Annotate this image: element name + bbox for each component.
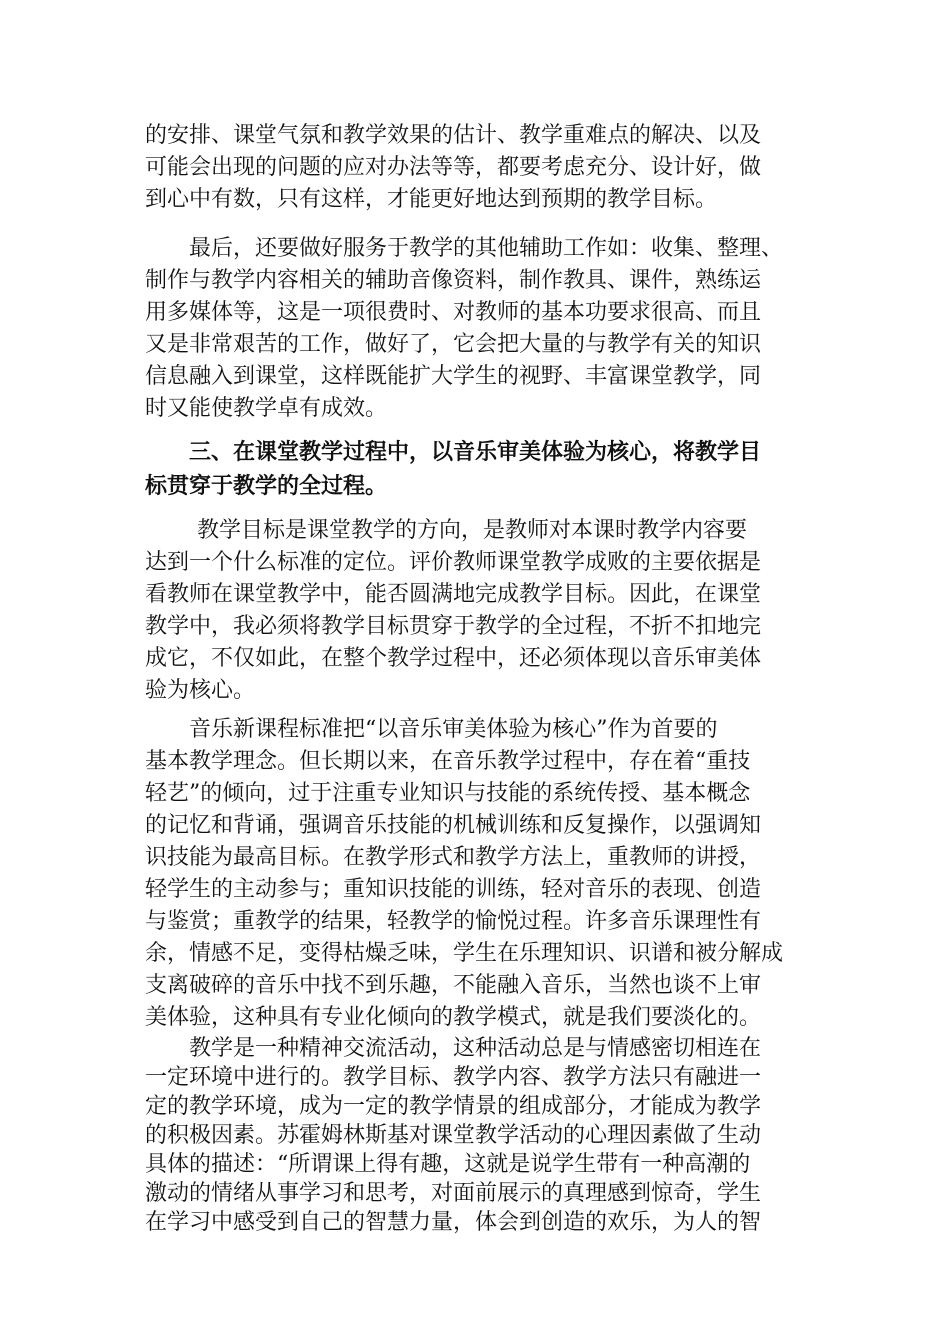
text-line: 的安排、课堂气氛和教学效果的估计、教学重难点的解决、以及 [145,123,762,148]
text-line: 在学习中感受到自己的智慧力量，体会到创造的欢乐，为人的智 [145,1210,762,1235]
text-line: 成它，不仅如此，在整个教学过程中，还必须体现以音乐审美体 [145,646,762,671]
text-line: 的积极因素。苏霍姆林斯基对课堂教学活动的心理因素做了生动 [145,1123,762,1148]
text-line: 识技能为最高目标。在教学形式和教学方法上，重教师的讲授， [145,845,762,870]
heading-line: 标贯穿于教学的全过程。 [145,473,388,499]
paragraph-emotional-exchange [145,1034,805,1237]
text-line: 制作与教学内容相关的辅助音像资料，制作教具、课件，熟练运 [145,268,762,293]
text-line: 余，情感不足，变得枯燥乏味，学生在乐理知识、识谱和被分解成 [145,941,784,966]
text-line: 验为核心。 [145,678,256,703]
text-line: 信息融入到课堂，这样既能扩大学生的视野、丰富课堂教学，同 [145,364,762,389]
text-line: 达到一个什么标准的定位。评价教师课堂教学成败的主要依据是 [145,550,762,575]
text-line: 可能会出现的问题的应对办法等等，都要考虑充分、设计好，做 [145,155,762,180]
text-line: 一定环境中进行的。教学目标、教学内容、教学方法只有融进一 [145,1065,762,1090]
text-line: 的记忆和背诵，强调音乐技能的机械训练和反复操作，以强调知 [145,813,762,838]
text-line: 看教师在课堂教学中，能否圆满地完成教学目标。因此，在课堂 [145,582,762,607]
text-line: 教学是一种精神交流活动，这种活动总是与情感密切相连在 [189,1036,762,1061]
text-line: 与鉴赏；重教学的结果，轻教学的愉悦过程。许多音乐课理性有 [145,909,762,934]
paragraph-curriculum-standard [145,714,805,1034]
text-line: 激动的情绪从事学习和思考，对面前展示的真理感到惊奇，学生 [145,1181,762,1206]
paragraph-teaching-goal [145,515,805,707]
text-line: 定的教学环境，成为一定的教学情景的组成部分，才能成为教学 [145,1094,762,1119]
section-heading [145,435,805,503]
text-line: 基本教学理念。但长期以来，在音乐教学过程中，存在着“重技 [145,749,751,774]
text-line: 到心中有数，只有这样，才能更好地达到预期的教学目标。 [145,187,718,212]
text-line: 最后，还要做好服务于教学的其他辅助工作如：收集、整理、 [189,236,784,261]
text-line: 用多媒体等，这是一项很费时、对教师的基本功要求很高、而且 [145,300,762,325]
text-line: 具体的描述：“所谓课上得有趣，这就是说学生带有一种高潮的 [145,1152,751,1177]
text-line: 时又能使教学卓有成效。 [145,396,388,421]
text-line: 又是非常艰苦的工作，做好了，它会把大量的与教学有关的知识 [145,332,762,357]
heading-line: 三、在课堂教学过程中，以音乐审美体验为核心，将教学目 [189,439,762,465]
text-line: 支离破碎的音乐中找不到乐趣，不能融入音乐，当然也谈不上审 [145,973,762,998]
text-line: 美体验，这种具有专业化倾向的教学模式，就是我们要淡化的。 [145,1005,762,1030]
text-line: 轻学生的主动参与；重知识技能的训练，轻对音乐的表现、创造 [145,877,762,902]
text-line: 轻艺”的倾向，过于注重专业知识与技能的系统传授、基本概念 [145,781,751,806]
text-line: 教学中，我必须将教学目标贯穿于教学的全过程，不折不扣地完 [145,614,762,639]
text-line: 教学目标是课堂教学的方向，是教师对本课时教学内容要 [197,518,748,543]
paragraph-continuation [145,120,805,216]
paragraph-auxiliary-work [145,233,805,425]
text-line: 音乐新课程标准把“以音乐审美体验为核心”作为首要的 [189,717,718,742]
